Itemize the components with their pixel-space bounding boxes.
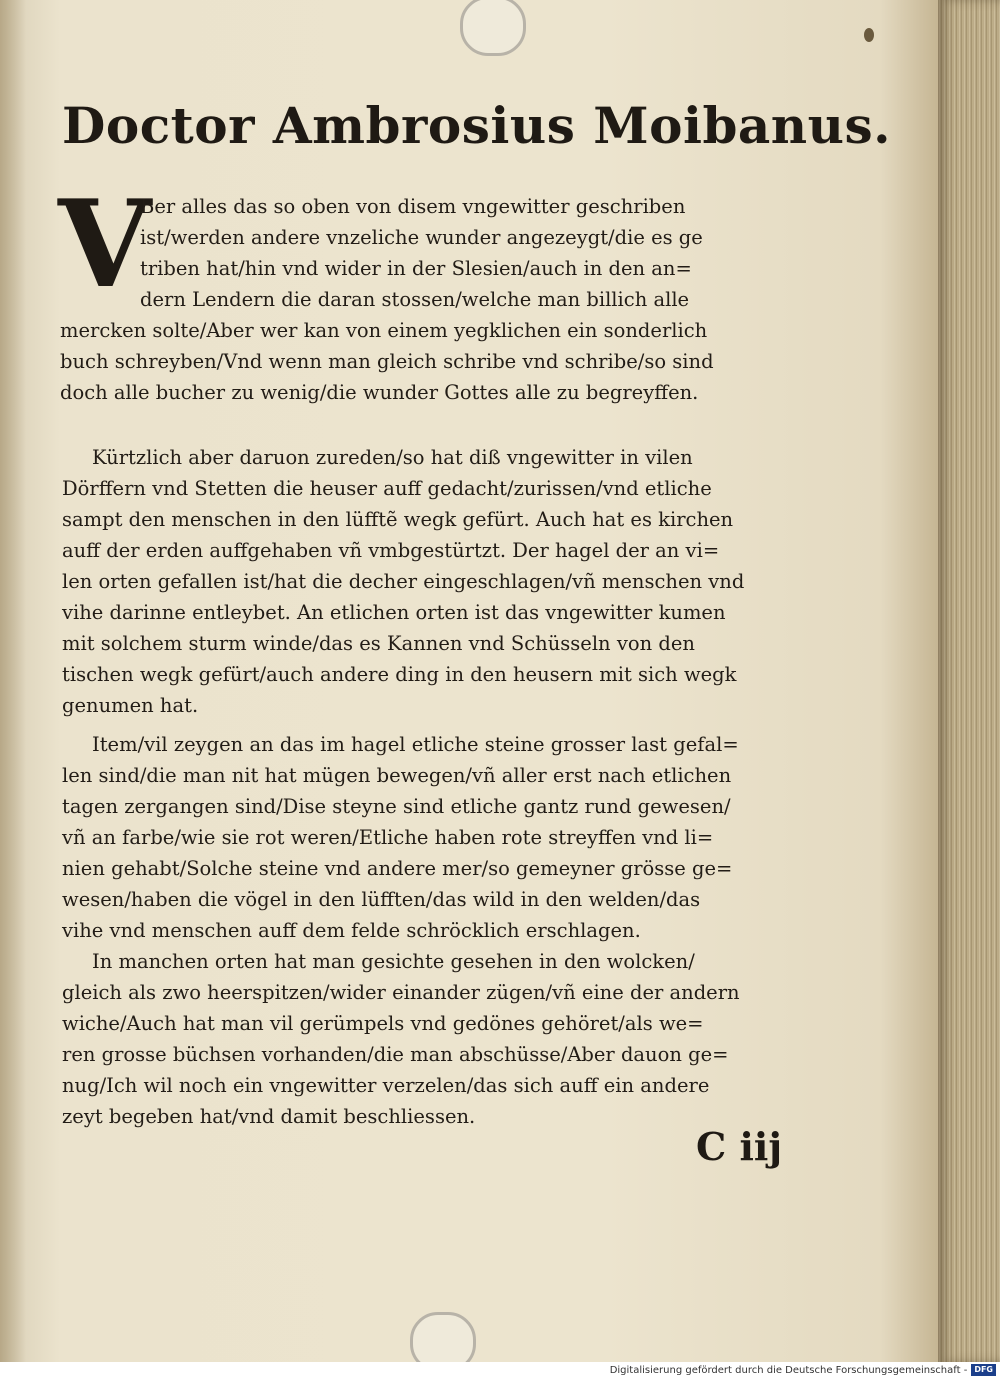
paragraph-4: [62, 946, 740, 1132]
text-line: nug/Ich wil noch ein vngewitter verzelen/das sich auff ein andere: [62, 1074, 710, 1097]
text-line: nien gehabt/Solche steine vnd andere mer/so gemeyner grösse ge=: [62, 857, 733, 880]
text-line: tagen zergangen sind/Dise steyne sind etliche gantz rund gewesen/: [62, 795, 731, 818]
text-line: Item/vil zeygen an das im hagel etliche steine grosser last gefal=: [92, 733, 739, 756]
text-line: vñ an farbe/wie sie rot weren/Etliche haben rote streyffen vnd li=: [62, 826, 714, 849]
text-line: vihe vnd menschen auff dem felde schröcklich erschlagen.: [62, 919, 641, 942]
funding-footer: [0, 1362, 1000, 1379]
paragraph-1: [60, 191, 714, 408]
text-line: ist/werden andere vnzeliche wunder angezeygt/die es ge: [140, 226, 703, 249]
text-line: triben hat/hin vnd wider in der Slesien/auch in den an=: [140, 257, 692, 280]
text-line: ren grosse büchsen vorhanden/die man abschüsse/Aber dauon ge=: [62, 1043, 729, 1066]
page-clip-top: [460, 0, 526, 56]
text-line: tischen wegk gefürt/auch andere ding in den heusern mit sich wegk: [62, 663, 737, 686]
signature-mark: C iij: [696, 1124, 783, 1169]
text-line: wiche/Auch hat man vil gerümpels vnd gedönes gehöret/als we=: [62, 1012, 704, 1035]
text-line: auff der erden auffgehaben vñ vmbgestürtzt. Der hagel der an vi=: [62, 539, 720, 562]
text-line: wesen/haben die vögel in den lüfften/das wild in den welden/das: [62, 888, 701, 911]
text-line: dern Lendern die daran stossen/welche man billich alle: [140, 288, 690, 311]
dfg-logo: DFG: [971, 1364, 996, 1376]
text-line: gleich als zwo heerspitzen/wider einander zügen/vñ eine der andern: [62, 981, 740, 1004]
spine-shadow: [0, 0, 26, 1362]
page-heading: Doctor Ambrosius Moibanus.: [62, 96, 892, 155]
text-line: buch schreyben/Vnd wenn man gleich schribe vnd schribe/so sind: [60, 350, 714, 373]
paragraph-2: [62, 442, 744, 721]
funding-text: Digitalisierung gefördert durch die Deutsche Forschungsgemeinschaft -: [609, 1365, 968, 1376]
text-line: len orten gefallen ist/hat die decher eingeschlagen/vñ menschen vnd: [62, 570, 745, 593]
text-line: zeyt begeben hat/vnd damit beschliessen.: [62, 1105, 476, 1128]
text-line: mercken solte/Aber wer kan von einem yegklichen ein sonderlich: [60, 319, 708, 342]
text-line: Ber alles das so oben von disem vngewitter geschriben: [140, 195, 686, 218]
drop-initial: V: [58, 174, 152, 315]
paragraph-3: [62, 729, 739, 946]
text-line: vihe darinne entleybet. An etlichen orten ist das vngewitter kumen: [62, 601, 726, 624]
text-line: mit solchem sturm winde/das es Kannen vnd Schüsseln von den: [62, 632, 695, 655]
text-line: sampt den menschen in den lüfftẽ wegk gefürt. Auch hat es kirchen: [62, 508, 734, 531]
text-line: len sind/die man nit hat mügen bewegen/vñ aller erst nach etlichen: [62, 764, 732, 787]
ink-spot: [864, 28, 874, 42]
text-line: Kürtzlich aber daruon zureden/so hat diß vngewitter in vilen: [92, 446, 693, 469]
text-line: doch alle bucher zu wenig/die wunder Gottes alle zu begreyffen.: [60, 381, 699, 404]
text-line: In manchen orten hat man gesichte gesehen in den wolcken/: [92, 950, 695, 973]
text-line: Dörffern vnd Stetten die heuser auff gedacht/zurissen/vnd etliche: [62, 477, 712, 500]
page-edges: [938, 0, 1000, 1362]
text-line: genumen hat.: [62, 694, 199, 717]
